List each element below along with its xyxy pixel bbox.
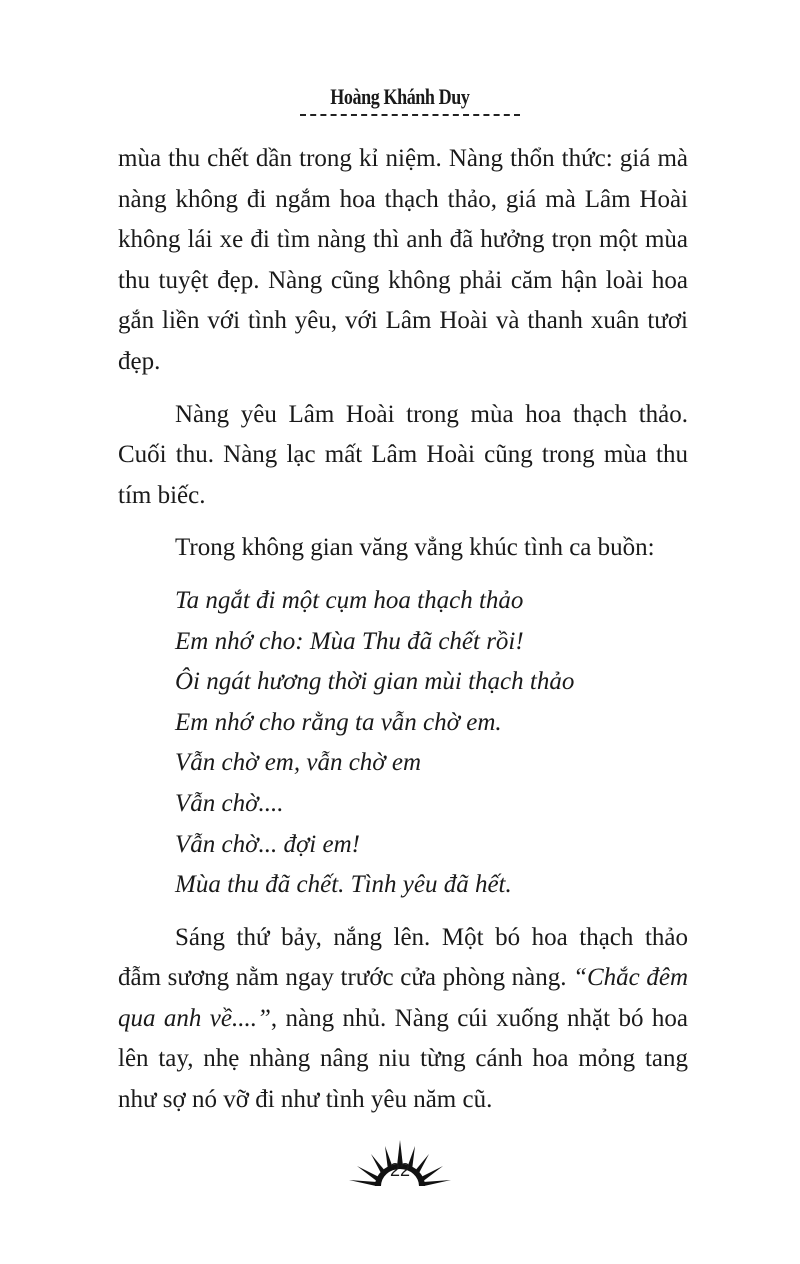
poem-line: Em nhớ cho rằng ta vẫn chờ em. <box>175 708 502 736</box>
paragraph-2: Nàng yêu Lâm Hoài trong mùa hoa thạch thảo. Cuối thu. Nàng lạc mất Lâm Hoài cũng trong mùa thu tím biếc. <box>118 400 688 509</box>
header-dashed-rule <box>300 114 520 116</box>
author-name: Hoàng Khánh Duy <box>330 84 470 109</box>
poem-line: Ôi ngát hương thời gian mùi thạch thảo <box>175 668 575 696</box>
poem-line: Em nhớ cho: Mùa Thu đã chết rồi! <box>175 627 524 655</box>
paragraph-1: mùa thu chết dần trong kỉ niệm. Nàng thổn thức: giá mà nàng không đi ngắm hoa thạch thảo, giá mà Lâm Hoài không lái xe đi tìm nàng thì anh đã hưởng trọn một mùa thu tuyệt đẹp. Nàng cũng không phải căm hận loài hoa gắn liền với tình yêu, với Lâm Hoài và thanh xuân tươi đẹp. <box>118 145 688 375</box>
page-number: 22 <box>389 1160 411 1180</box>
running-header <box>0 84 800 110</box>
poem-line: Mùa thu đã chết. Tình yêu đã hết. <box>175 871 512 899</box>
poem <box>175 581 688 906</box>
paragraph-4-start: Sáng thứ bảy, nắng lên. Một bó hoa thạch thảo đẫm sương nằm ngay trước cửa phòng nàng. <box>118 923 688 992</box>
poem-line: Vẫn chờ... đợi em! <box>175 830 360 858</box>
paragraph-4-quote: “Chắc đêm qua anh về....” <box>118 964 689 1032</box>
poem-line: Ta ngắt đi một cụm hoa thạch thảo <box>175 586 524 614</box>
paragraph-4-end: , nàng nhủ. Nàng cúi xuống nhặt bó hoa lên tay, nhẹ nhàng nâng niu từng cánh hoa mỏng tang như sợ nó vỡ đi như tình yêu năm cũ. <box>118 1004 688 1114</box>
poem-line: Vẫn chờ.... <box>175 789 284 817</box>
page-body <box>118 139 688 1133</box>
poem-line: Vẫn chờ em, vẫn chờ em <box>175 749 422 777</box>
paragraph-3: Trong không gian văng vẳng khúc tình ca buồn: <box>175 534 655 562</box>
paragraph-4 <box>118 918 688 1121</box>
